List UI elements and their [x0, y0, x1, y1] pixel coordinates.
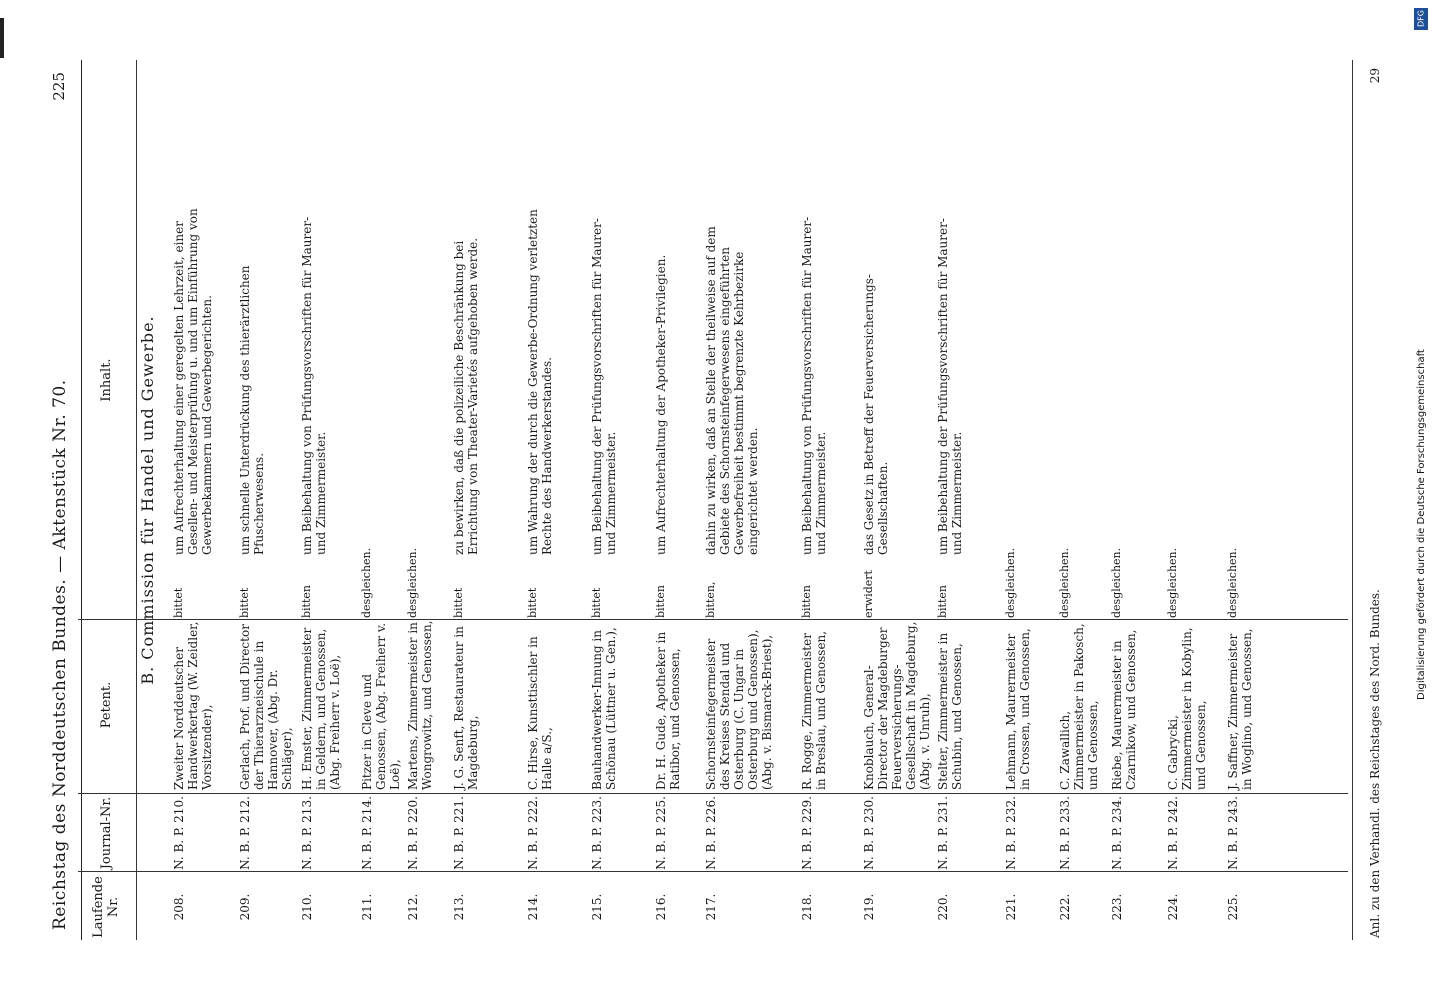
- petition-content: dahin zu wirken, daß an Stelle der theilweise auf dem Gebiete des Schornsteinfegerwesens eingeführten Gewerbefreiheit bestimmt begrenzte Kehrbezirke eingerichtet werden.: [704, 226, 760, 555]
- petitioner: Riebe, Maurermeister in Czarnikow, und Genossen,: [1110, 629, 1138, 790]
- petition-content: um Beibehaltung der Prüfungsvorschriften für Maurer- und Zimmermeister.: [590, 218, 618, 555]
- petitioner: J. G. Senft, Restaurateur in Magdeburg,: [452, 626, 480, 790]
- journal-number: N. B. P. 223.: [590, 796, 604, 870]
- journal-number: N. B. P. 210.: [172, 796, 186, 870]
- row-number: 224.: [1166, 893, 1180, 921]
- petitioner: Zweiter Norddeutscher Handwerkertag (W. Zeidler, Vorsitzender),: [172, 621, 214, 790]
- petition-verb: desgleichen.: [1110, 547, 1123, 618]
- row-number: 221.: [1004, 893, 1018, 921]
- row-number: 215.: [590, 893, 604, 921]
- journal-number: N. B. P. 212.: [238, 796, 252, 870]
- journal-number: N. B. P. 222.: [526, 796, 540, 870]
- row-number: 211.: [360, 893, 374, 921]
- petition-verb: desgleichen.: [1226, 547, 1239, 618]
- journal-number: N. B. P. 225.: [654, 796, 668, 870]
- petition-verb: bittet: [526, 587, 539, 618]
- page-header: [40, 60, 80, 940]
- petition-verb: bitten,: [704, 581, 717, 618]
- row-number: 220.: [936, 893, 950, 921]
- petitioner: C. Gabrycki, Zimmermeister in Kobylin, und Genossen,: [1166, 627, 1208, 790]
- petition-verb: bitten: [936, 585, 949, 618]
- petitioner: Bauhandwerker-Innung in Schönau (Lüttner u. Gen.),: [590, 627, 618, 790]
- journal-number: N. B. P. 231.: [936, 796, 950, 870]
- petition-verb: desgleichen.: [1004, 547, 1017, 618]
- petition-content: das Gesetz in Betreff der Feuerversicherungs-Gesellschaften.: [862, 274, 890, 555]
- petition-content: um schnelle Unterdrückung des thierärztlichen Pfuscherwesens.: [238, 265, 266, 555]
- petition-content: um Aufrechterhaltung der Apotheker-Privilegien.: [654, 254, 668, 555]
- journal-number: N. B. P. 229.: [800, 796, 814, 870]
- row-number: 212.: [406, 893, 420, 921]
- digitization-note: Digitalisierung gefördert durch die Deutsche Forschungsgemeinschaft: [1416, 349, 1427, 700]
- petition-verb: desgleichen.: [1058, 547, 1071, 618]
- signature-mark: 29: [1368, 68, 1382, 84]
- petitioner: Schornsteinfegermeister des Kreises Stendal und Osterburg (C. Ungar in Osterburg und Genossen), (Abg. v. Bismarck-Briest),: [704, 629, 774, 790]
- header-bottom-rule: [136, 60, 137, 940]
- digitization-sidebar: [1410, 0, 1432, 1000]
- column-header-inhalt: Inhalt.: [98, 358, 114, 402]
- petitioner: Gerlach, Prof. und Director der Thierarzneischule in Hannover, (Abg. Dr. Schläger),: [238, 624, 294, 790]
- petition-content: um Beibehaltung der Prüfungsvorschriften für Maurer- und Zimmermeister.: [936, 218, 964, 555]
- journal-number: N. B. P. 214.: [360, 796, 374, 870]
- journal-number: N. B. P. 226.: [704, 796, 718, 870]
- petitioner: Lehmann, Maurermeister in Crossen, und Genossen,: [1004, 628, 1032, 790]
- petition-verb: desgleichen.: [360, 547, 373, 618]
- journal-number: N. B. P. 221.: [452, 796, 466, 870]
- column-header-petent: Petent.: [98, 681, 114, 729]
- petitioner: H. Emster, Zimmermeister in Geldern, und Genossen, (Abg. Freiherr v. Loë),: [300, 627, 342, 790]
- row-number: 213.: [452, 893, 466, 921]
- petition-content: um Beibehaltung von Prüfungsvorschriften für Maurer- und Zimmermeister.: [800, 216, 828, 555]
- petition-verb: bitten: [800, 585, 813, 618]
- journal-number: N. B. P. 220.: [406, 796, 420, 870]
- petitioner: R. Rogge, Zimmermeister in Breslau, und Genossen,: [800, 630, 828, 790]
- petition-verb: desgleichen.: [406, 547, 419, 618]
- petitioner: Knoblauch, General-Director der Magdeburger Feuerversicherungs-Gesellschaft in Magdeburg, (Abg. v. Unruh),: [862, 621, 932, 790]
- petitioner: Dr. H. Gude, Apotheker in Ratibor, und Genossen,: [654, 631, 682, 790]
- running-title: Reichstag des Norddeutschen Bundes. — Aktenstück Nr. 70.: [50, 379, 70, 930]
- petition-verb: bittet: [238, 587, 251, 618]
- row-number: 209.: [238, 893, 252, 921]
- petition-content: zu bewirken, daß die polizeiliche Beschränkung bei Errichtung von Theater-Varietés aufgehoben werde.: [452, 237, 480, 555]
- footer-note: Anl. zu den Verhandl. des Reichstages des Nord. Bundes.: [1368, 589, 1382, 938]
- row-number: 216.: [654, 893, 668, 921]
- journal-number: N. B. P. 230.: [862, 796, 876, 870]
- page-number: 225: [50, 72, 68, 101]
- petition-verb: erwidert: [862, 570, 875, 618]
- petitioner: Martens, Zimmermeister in Wongrowitz, und Genossen,: [406, 620, 434, 790]
- column-divider-1: [78, 871, 1348, 872]
- petition-content: um Wahrung der durch die Gewerbe-Ordnung verletzten Rechte des Handwerkerstandes.: [526, 209, 554, 555]
- row-number: 218.: [800, 893, 814, 921]
- petitioner: C. Zawallich, Zimmermeister in Pakosch, und Genossen,: [1058, 623, 1100, 790]
- petition-verb: bitten: [654, 585, 667, 618]
- column-divider-2: [78, 793, 1348, 794]
- petition-verb: bittet: [590, 587, 603, 618]
- column-header-journal-nr: Journal-Nr.: [98, 796, 114, 870]
- row-number: 222.: [1058, 893, 1072, 921]
- petitioner: C. Hirse, Kunsttischler in Halle a/S.,: [526, 636, 554, 790]
- row-number: 210.: [300, 893, 314, 921]
- petitioner: Pitzer in Cleve und Genossen, (Abg. Freiherr v. Loë),: [360, 622, 402, 790]
- row-number: 219.: [862, 893, 876, 921]
- row-number: 225.: [1226, 893, 1240, 921]
- petition-verb: bittet: [172, 587, 185, 618]
- petition-verb: bittet: [452, 587, 465, 618]
- petition-verb: desgleichen.: [1166, 547, 1179, 618]
- petitioner: J. Saffner, Zimmermeister in Woglino, und Genossen,: [1226, 628, 1254, 790]
- petitioner: Stelter, Zimmermeister in Schubin, und Genossen,: [936, 632, 964, 790]
- column-header-laufende-nr: Laufende Nr.: [91, 876, 121, 938]
- journal-number: N. B. P. 233.: [1058, 796, 1072, 870]
- section-title: B. Commission für Handel und Gewerbe.: [138, 315, 157, 685]
- petition-verb: bitten: [300, 585, 313, 618]
- petition-content: um Aufrechterhaltung einer geregelten Lehrzeit, einer Gesellen- und Meisterprüfung u. und um Einführung von Gewerbekammern und Gewerbegerichten.: [172, 208, 214, 555]
- journal-number: N. B. P. 234.: [1110, 796, 1124, 870]
- petition-content: um Beibehaltung von Prüfungsvorschriften für Maurer- und Zimmermeister.: [300, 216, 328, 555]
- journal-number: N. B. P. 242.: [1166, 796, 1180, 870]
- row-number: 214.: [526, 893, 540, 921]
- table-bottom-rule: [1352, 60, 1353, 940]
- dfg-logo-icon: DFG: [1414, 8, 1428, 30]
- journal-number: N. B. P. 232.: [1004, 796, 1018, 870]
- journal-number: N. B. P. 213.: [300, 796, 314, 870]
- row-number: 223.: [1110, 893, 1124, 921]
- row-number: 208.: [172, 893, 186, 921]
- journal-number: N. B. P. 243.: [1226, 796, 1240, 870]
- row-number: 217.: [704, 893, 718, 921]
